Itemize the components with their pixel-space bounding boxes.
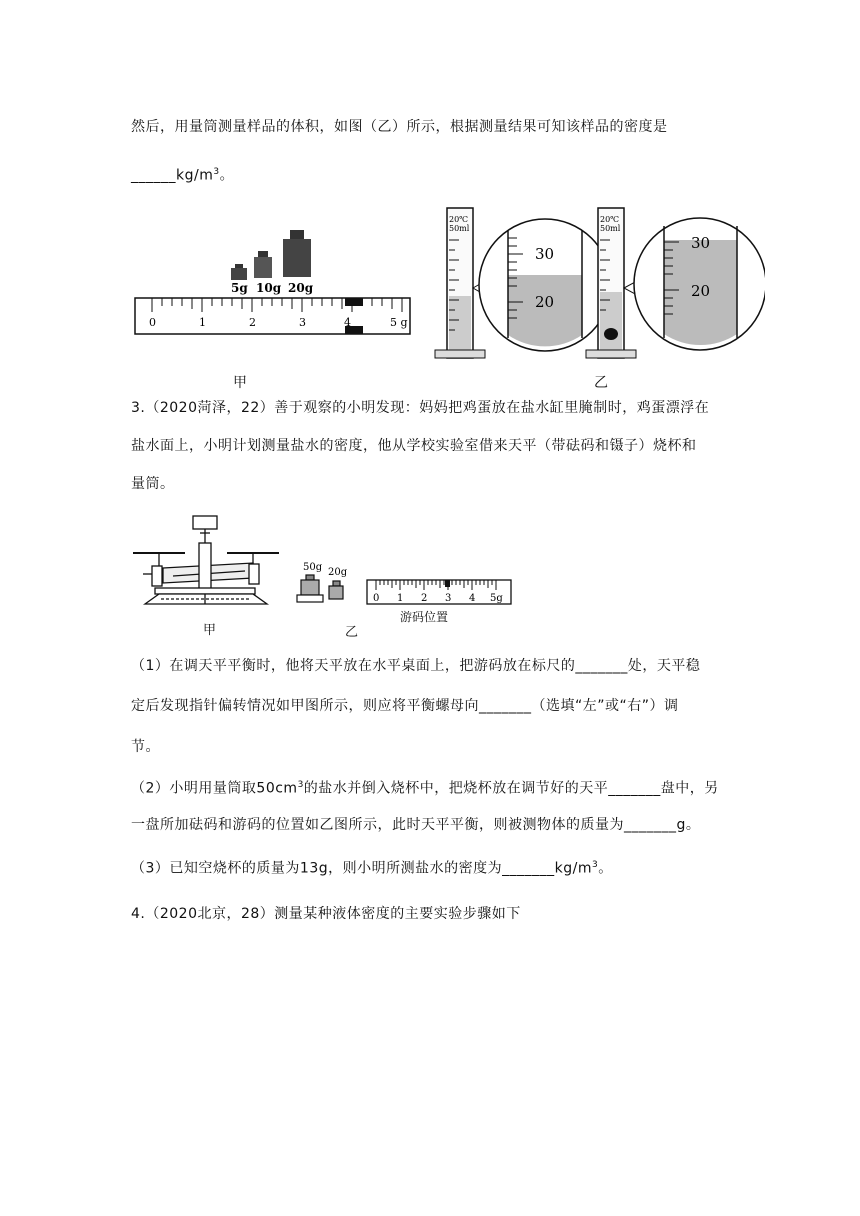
scale-tick-label: 4 bbox=[469, 593, 476, 604]
weight-20g-icon bbox=[329, 581, 343, 599]
weight-label: 20g bbox=[288, 281, 314, 295]
text-fragment: ______kg/m bbox=[131, 167, 214, 184]
text-line: 节。 bbox=[131, 739, 160, 755]
weight-5g-icon bbox=[231, 264, 247, 280]
sub-question-3 bbox=[131, 855, 613, 879]
weight-20g-icon bbox=[283, 230, 311, 277]
scale-tick-label: 1 bbox=[199, 316, 206, 329]
scale-tick-label: 2 bbox=[249, 316, 256, 329]
zoom-scale-label: 20 bbox=[691, 282, 711, 300]
text-line: 定后发现指针偏转情况如甲图所示，则应将平衡螺母向_______（选填“左”或“右”）调 bbox=[131, 698, 679, 714]
zoom-scale-label: 30 bbox=[691, 234, 711, 252]
superscript: 3 bbox=[591, 860, 599, 870]
text-fragment: （2）小明用量筒取50cm bbox=[131, 780, 298, 797]
figure-caption: 甲 bbox=[233, 375, 247, 391]
rider-marker bbox=[345, 298, 363, 306]
balance-scale-icon bbox=[133, 516, 279, 604]
scale-tick-label: 5 g bbox=[390, 316, 408, 329]
text-fragment: 。 bbox=[598, 860, 613, 877]
scale-tick-label: 1 bbox=[397, 593, 404, 604]
weight-label: 10g bbox=[256, 281, 282, 295]
figure-caption: 甲 bbox=[203, 623, 217, 638]
text-fragment: 的盐水并倒入烧杯中，把烧杯放在调节好的天平_______盘中，另 bbox=[303, 780, 719, 797]
figure-weights-and-cylinders bbox=[125, 200, 765, 395]
figure-balance-and-weights bbox=[125, 508, 525, 638]
sub-question-2 bbox=[131, 775, 719, 799]
text-line: 然后，用量筒测量样品的体积，如图（乙）所示，根据测量结果可知该样品的密度是 bbox=[131, 119, 668, 135]
text-line: 一盘所加砝码和游码的位置如乙图所示，此时天平平衡，则被测物体的质量为_______g。 bbox=[131, 817, 701, 833]
weight-label: 50g bbox=[303, 562, 323, 573]
scale-tick-label: 5g bbox=[490, 593, 503, 604]
scale-tick-label: 0 bbox=[373, 593, 380, 604]
text-line: 量筒。 bbox=[131, 476, 175, 492]
cylinder-label: 20℃ bbox=[600, 215, 620, 224]
zoom-scale-label: 30 bbox=[535, 245, 555, 263]
text-fragment: 。 bbox=[219, 167, 235, 184]
scale-tick-label: 3 bbox=[299, 316, 306, 329]
scale-tick-label: 3 bbox=[445, 593, 452, 604]
cylinder-label: 20℃ bbox=[449, 215, 469, 224]
weight-label: 5g bbox=[231, 281, 248, 295]
figure-caption: 乙 bbox=[594, 375, 608, 391]
weight-10g-icon bbox=[254, 251, 272, 278]
figure-caption: 游码位置 bbox=[400, 610, 449, 624]
cylinder-label: 50ml bbox=[600, 224, 621, 233]
zoom-circle-left bbox=[473, 219, 611, 351]
figure-caption: 乙 bbox=[345, 625, 359, 640]
superscript: 3 bbox=[297, 780, 304, 790]
zoom-circle-right bbox=[624, 218, 765, 350]
scale-tick-label: 0 bbox=[149, 316, 156, 329]
weight-label: 20g bbox=[328, 567, 348, 578]
cylinder-label: 50ml bbox=[449, 224, 470, 233]
sub-question-1: （1）在调天平平衡时，他将天平放在水平桌面上，把游码放在标尺的_______处，天平稳 bbox=[131, 658, 701, 674]
superscript: 3 bbox=[213, 167, 220, 177]
answer-blank-line bbox=[131, 162, 234, 186]
text-fragment: （3）已知空烧杯的质量为13g，则小明所测盐水的密度为_______kg/m bbox=[131, 860, 592, 877]
scale-tick-label: 2 bbox=[421, 593, 428, 604]
sample-stone bbox=[604, 328, 618, 340]
question-heading: 4.（2020北京，28）测量某种液体密度的主要实验步骤如下 bbox=[131, 906, 521, 922]
weight-50g-icon bbox=[297, 575, 323, 602]
rider-marker bbox=[445, 580, 450, 587]
text-line: 盐水面上，小明计划测量盐水的密度，他从学校实验室借来天平（带砝码和镊子）烧杯和 bbox=[131, 438, 697, 454]
question-heading: 3.（2020菏泽，22）善于观察的小明发现：妈妈把鸡蛋放在盐水缸里腌制时，鸡蛋漂浮在 bbox=[131, 400, 710, 416]
graduated-cylinder-left bbox=[435, 208, 485, 358]
slider-scale bbox=[367, 580, 511, 604]
zoom-scale-label: 20 bbox=[535, 293, 555, 311]
scale-tick-label: 4 bbox=[344, 316, 351, 329]
